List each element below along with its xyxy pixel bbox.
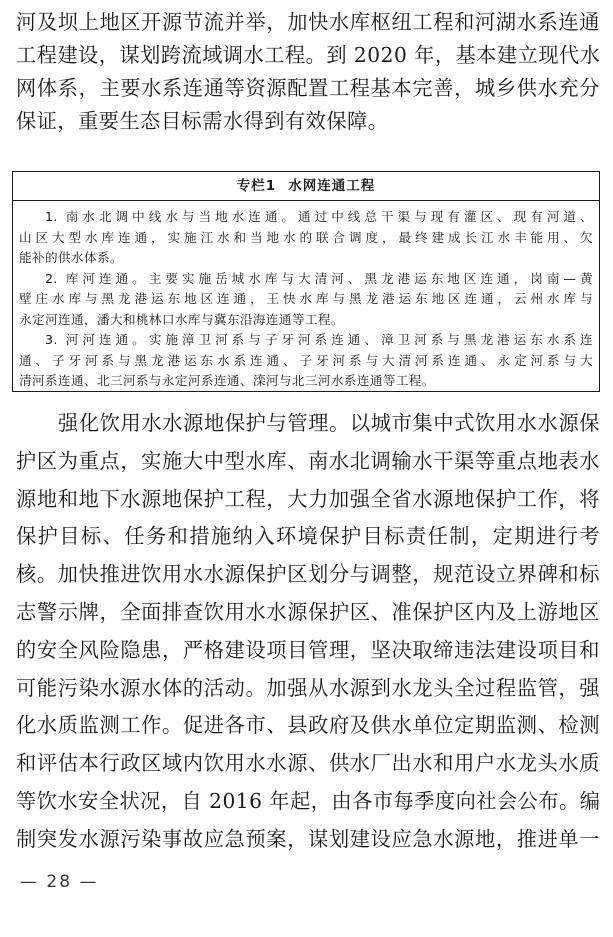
- text-line: 化水质监测工作。促进各市、县政府及供水单位定期监测、检测: [16, 713, 600, 738]
- feature-box: [12, 171, 600, 392]
- feature-box-heading: 水网连通工程: [288, 178, 376, 194]
- text-line: 核。加快推进饮用水水源保护区划分与调整，规范设立界碑和标: [16, 562, 600, 587]
- text-line: 强化饮用水水源地保护与管理。以城市集中式饮用水水源保: [58, 411, 600, 435]
- box-item: [19, 207, 593, 269]
- text-line: 网体系，主要水系连通等资源配置工程基本完善，城乡供水充分: [16, 76, 600, 100]
- text-line: 志警示牌，全面排查饮用水水源保护区、准保护区内及上游地区: [16, 599, 600, 624]
- box-line: 3. 河河连通。实施漳卫河系与子牙河系连通、漳卫河系与黑龙港运东水系连: [45, 332, 593, 347]
- page-number: — 28 —: [20, 872, 99, 892]
- text-line: 护区为重点，实施大中型水库、南水北调输水干渠等重点地表水: [16, 448, 600, 473]
- box-line: 通、子牙河系与黑龙港运东水系连通、子牙河系与大清河系连通、永定河系与大: [19, 352, 593, 368]
- feature-box-label: 专栏1: [236, 178, 277, 194]
- box-item: [19, 330, 593, 392]
- box-item: [19, 269, 593, 331]
- text-line: 和评估本行政区域内饮用水水源、供水厂出水和用户水龙头水质: [16, 751, 600, 776]
- text-line: 制突发水源污染事故应急预案，谋划建设应急水源地，推进单一: [16, 826, 600, 851]
- text-line: 保护目标、任务和措施纳入环境保护目标责任制，定期进行考: [16, 524, 600, 549]
- box-line: 清河系连通、北三河系与永定河系连通、滦河与北三河水系连通等工程。: [19, 373, 435, 388]
- box-line: 1. 南水北调中线水与当地水连通。通过中线总干渠与现有灌区、现有河道、: [45, 209, 593, 224]
- text-line: 的安全风险隐患，严格建设项目管理，坚决取缔违法建设项目和: [16, 637, 600, 662]
- feature-box-body: [13, 201, 599, 392]
- feature-box-title: [13, 172, 599, 201]
- main-paragraph: [16, 405, 600, 859]
- intro-paragraph: [16, 6, 600, 138]
- text-line: 等饮水安全状况，自 2016 年起，由各市每季度向社会公布。编: [16, 788, 600, 813]
- box-line: 能补的供水体系。: [19, 250, 123, 265]
- text-line: 保证，重要生态目标需水得到有效保障。: [16, 109, 389, 133]
- box-line: 山区大型水库连通，实施江水和当地水的联合调度，最终建成长江水丰能用、欠: [19, 229, 593, 245]
- text-line: 源地和地下水源地保护工程，大力加强全省水源地保护工作，将: [16, 486, 600, 511]
- text-line: 工程建设，谋划跨流域调水工程。到 2020 年，基本建立现代水: [16, 43, 600, 67]
- box-line: 2. 库河连通。主要实施岳城水库与大清河、黑龙港运东地区连通，岗南—黄: [45, 270, 593, 286]
- box-line: 壁庄水库与黑龙港运东地区连通，王快水库与黑龙港运东地区连通，云州水库与: [19, 291, 593, 306]
- text-line: 可能污染水源水体的活动。加强从水源到水龙头全过程监管，强: [16, 675, 600, 700]
- text-line: 河及坝上地区开源节流并举，加快水库枢纽工程和河湖水系连通: [16, 10, 600, 34]
- box-line: 永定河连通，潘大和桃林口水库与冀东沿海连通等工程。: [19, 311, 344, 327]
